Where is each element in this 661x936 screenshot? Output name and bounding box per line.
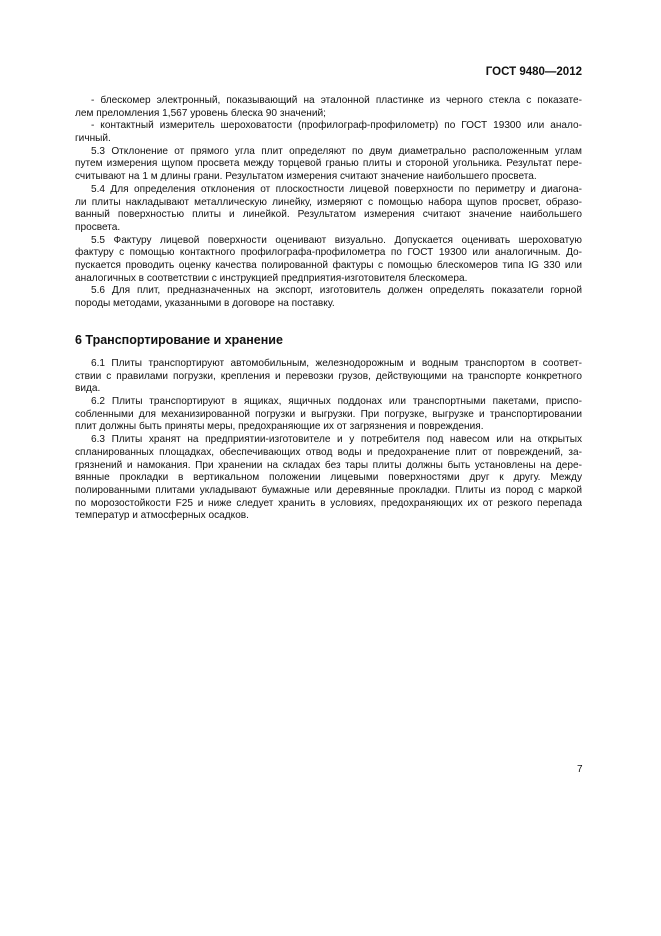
text-line: пускается проводить оценку качества полированной фактуры с помощью блескомеров типа IG 330 или	[75, 259, 582, 271]
text-line: по морозостойкости F25 и ниже следует хранить в условиях, предохраняющих их от резкого перепада	[75, 497, 582, 509]
paragraph	[75, 120, 582, 145]
text-line: ванный поверхностью плиты и линейкой. Результатом измерения считают значение наибольшего	[75, 209, 582, 221]
paragraph	[75, 434, 582, 523]
text-line: 5.4 Для определения отклонения от плоскостности лицевой поверхности по периметру и диагона-	[91, 183, 582, 195]
text-line: - контактный измеритель шероховатости (профилограф-профилометр) по ГОСТ 19300 или анало-	[91, 120, 582, 132]
paragraph	[75, 235, 582, 286]
text-line: фактуру с помощью контактного профилографа-профилометра по ГОСТ 19300 или аналогичным. До-	[75, 247, 582, 259]
text-line: считывают на 1 м длины грани. Результатом измерения считают значение наибольшего просвета.	[75, 171, 537, 183]
paragraph	[75, 396, 582, 434]
text-line: просвета.	[75, 221, 121, 233]
paragraph	[75, 285, 582, 310]
text-line: спланированных площадках, обеспечивающих отвод воды и предохранение плит от повреждений, за-	[75, 446, 582, 458]
section-6-heading: 6 Транспортирование и хранение	[75, 333, 283, 347]
text-line: - блескомер электронный, показывающий на эталонной пластинке из черного стекла с показате-	[91, 95, 582, 106]
text-line: 6.3 Плиты хранят на предприятии-изготовителе и у потребителя под навесом или на открытых	[91, 434, 582, 446]
text-line: 5.5 Фактуру лицевой поверхности оценивают визуально. Допускается оценивать шероховатую	[91, 234, 582, 246]
text-line: гичный.	[75, 133, 111, 145]
page-number: 7	[577, 764, 583, 775]
text-line: грязнений и намокания. При хранении на складах без тары плиты должны быть установлены на дере-	[75, 459, 582, 471]
text-line: 6.1 Плиты транспортируют автомобильным, железнодорожным и водным транспортом в соответ-	[91, 358, 582, 369]
text-line: ли плиты накладывают металлическую линейку, измеряют с помощью набора щупов просвет, образо-	[75, 196, 582, 208]
text-line: аналогичных в соответствии с инструкцией предприятия-изготовителя блескомера.	[75, 272, 468, 284]
text-line: вида.	[75, 383, 101, 395]
text-line: 5.6 Для плит, предназначенных на экспорт, изготовитель должен определять показатели горной	[91, 285, 582, 297]
text-line: путем измерения щупом просвета между торцевой гранью плиты и стороной угольника. Результат пере-	[75, 158, 582, 170]
section-5-text	[75, 95, 582, 311]
section-6-text	[75, 358, 582, 523]
text-line: температур и атмосферных осадков.	[75, 510, 249, 522]
text-line: собленными для механизированной погрузки и выгрузки. При погрузке, выгрузке и транспортировании	[75, 408, 582, 420]
text-line: породы методами, указанными в договоре на поставку.	[75, 298, 335, 309]
text-line: 6.2 Плиты транспортируют в ящиках, ящичных поддонах или транспортными пакетами, приспо-	[91, 396, 582, 408]
paragraph	[75, 184, 582, 235]
text-line: 5.3 Отклонение от прямого угла плит определяют по двум диаметрально расположенным углам	[91, 145, 582, 157]
paragraph	[75, 358, 582, 396]
text-line: полированными плитами укладывают бумажные или деревянные прокладки. Плиты из пород с маркой	[75, 484, 582, 496]
text-line: лем преломления 1,567 уровень блеска 90 значений;	[75, 107, 326, 119]
paragraph	[75, 95, 582, 120]
document-header: ГОСТ 9480—2012	[485, 66, 582, 78]
paragraph	[75, 146, 582, 184]
text-line: плит должны быть приняты меры, предохраняющие их от загрязнения и повреждения.	[75, 421, 484, 433]
text-line: вянные прокладки в вертикальном положении лицевыми поверхностями друг к другу. Между	[75, 472, 582, 484]
text-line: ствии с правилами погрузки, крепления и перевозки грузов, действующими на транспорте конкретного	[75, 370, 582, 382]
